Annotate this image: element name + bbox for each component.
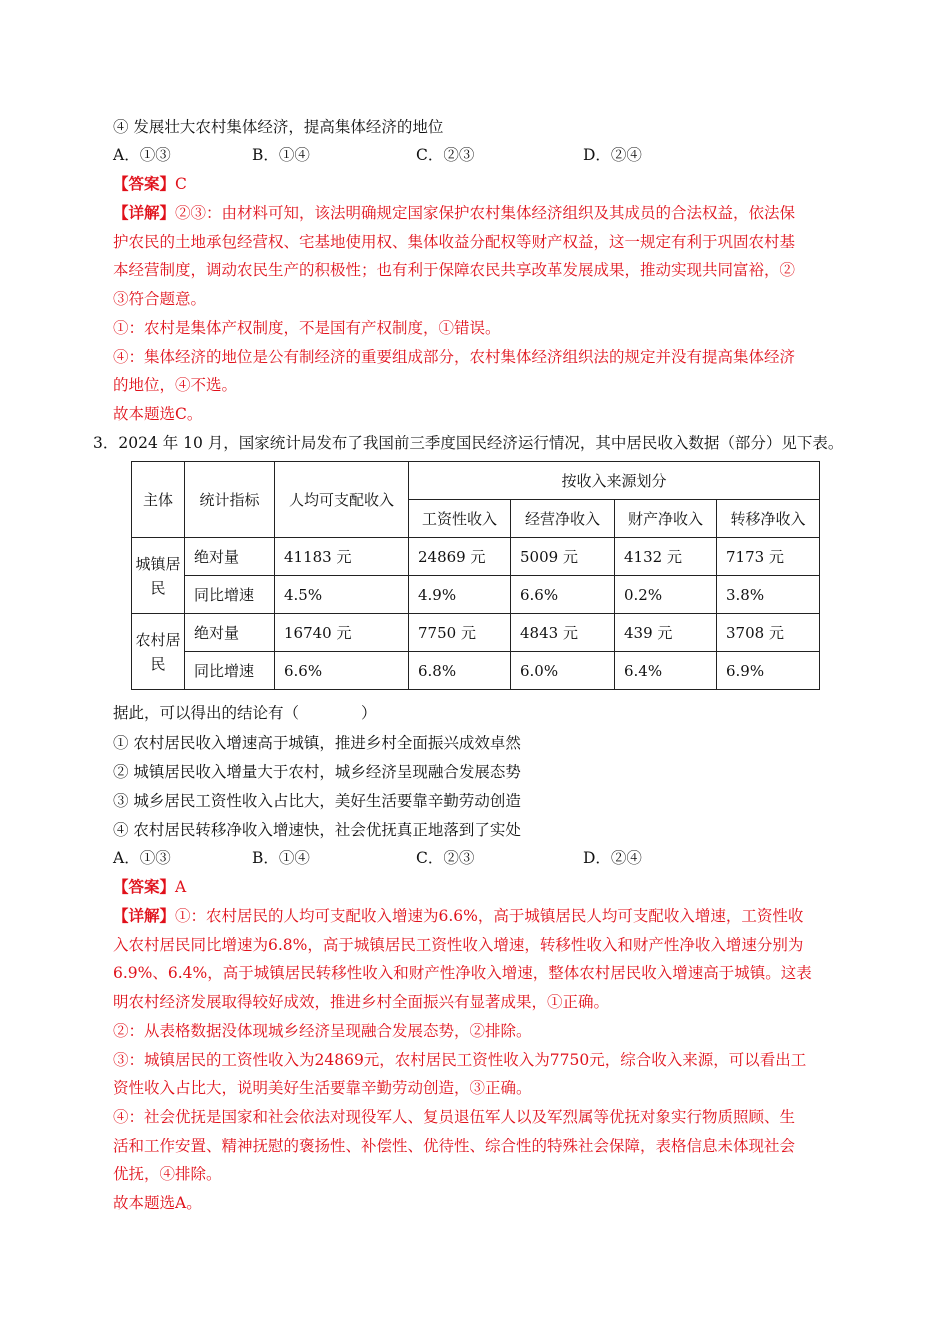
cell: 绝对量 — [185, 614, 275, 652]
q3-detail-line: 入农村居民同比增速为6.8%，高于城镇居民工资性收入增速，转移性收入和财产性净收入增速分别为 — [113, 936, 804, 954]
cell: 16740 元 — [275, 614, 409, 652]
q3-detail-line: 6.9%、6.4%，高于城镇居民转移性收入和财产性净收入增速，整体农村居民收入增速高于城镇。这表 — [113, 964, 812, 982]
q2-detail-tag: 【详解】 — [113, 203, 176, 222]
q2-detail-text: ②③：由材料可知，该法明确规定国家保护农村集体经济组织及其成员的合法权益，依法保 — [175, 204, 796, 222]
q3-option-b: B．①④ — [252, 849, 310, 867]
cell: 6.4% — [615, 652, 717, 690]
table-row — [132, 652, 820, 690]
cell: 7173 元 — [717, 538, 820, 576]
q3-detail-line: 优抚，④排除。 — [113, 1165, 222, 1183]
cell: 24869 元 — [409, 538, 511, 576]
cell: 439 元 — [615, 614, 717, 652]
q2-detail-line: 本经营制度，调动农民生产的积极性；也有利于保障农民共享改革发展成果，推动实现共同富裕，② — [113, 261, 796, 279]
q3-answer-value: A — [175, 878, 187, 896]
header-by-source: 按收入来源划分 — [409, 462, 820, 500]
cell: 4132 元 — [615, 538, 717, 576]
q2-detail-line — [113, 203, 795, 223]
q3-detail-tag: 【详解】 — [113, 906, 176, 925]
cell: 6.6% — [275, 652, 409, 690]
q3-detail-text: ①：农村居民的人均可支配收入增速为6.6%，高于城镇居民人均可支配收入增速，工资性收 — [175, 907, 804, 925]
cell: 6.6% — [511, 576, 615, 614]
header-indicator: 统计指标 — [185, 462, 275, 538]
cell: 4843 元 — [511, 614, 615, 652]
q3-detail-line: ④：社会优抚是国家和社会依法对现役军人、复员退伍军人以及军烈属等优抚对象实行物质照顾、生 — [113, 1108, 796, 1126]
table-row — [132, 576, 820, 614]
cell: 5009 元 — [511, 538, 615, 576]
header-business: 经营净收入 — [511, 500, 615, 538]
q2-option-d: D．②④ — [583, 146, 642, 164]
income-table — [131, 461, 820, 690]
cell: 3708 元 — [717, 614, 820, 652]
cell: 6.9% — [717, 652, 820, 690]
q3-option-d: D．②④ — [583, 849, 642, 867]
q3-detail-line: ③：城镇居民的工资性收入为24869元，农村居民工资性收入为7750元，综合收入来源，可以看出工 — [113, 1051, 807, 1069]
cell: 4.5% — [275, 576, 409, 614]
q2-answer — [113, 174, 187, 194]
header-transfer: 转移净收入 — [717, 500, 820, 538]
q3-prompt: 据此，可以得出的结论有（ ） — [113, 704, 377, 722]
q2-answer-value: C — [175, 175, 187, 193]
cell: 绝对量 — [185, 538, 275, 576]
q2-detail-line: ①：农村是集体产权制度，不是国有产权制度，①错误。 — [113, 319, 501, 337]
cell: 7750 元 — [409, 614, 511, 652]
q3-item-2: ② 城镇居民收入增量大于农村，城乡经济呈现融合发展态势 — [113, 763, 521, 781]
cell: 同比增速 — [185, 576, 275, 614]
cell: 6.0% — [511, 652, 615, 690]
q3-detail-line: 明农村经济发展取得较好成效，推进乡村全面振兴有显著成果，①正确。 — [113, 993, 610, 1011]
q3-detail-line: 故本题选A。 — [113, 1194, 202, 1212]
q3-detail-line: 资性收入占比大，说明美好生活要靠辛勤劳动创造，③正确。 — [113, 1079, 532, 1097]
cell: 同比增速 — [185, 652, 275, 690]
cell: 4.9% — [409, 576, 511, 614]
q3-detail-line — [113, 906, 803, 926]
q3-option-a: A．①③ — [113, 849, 171, 867]
q3-stem: 3．2024 年 10 月，国家统计局发布了我国前三季度国民经济运行情况，其中居民收入数据（部分）见下表。 — [93, 434, 844, 452]
q3-detail-line: 活和工作安置、精神抚慰的褒扬性、补偿性、优待性、综合性的特殊社会保障，表格信息未体现社会 — [113, 1137, 796, 1155]
q3-option-c: C．②③ — [416, 849, 475, 867]
header-wage: 工资性收入 — [409, 500, 511, 538]
table-row — [132, 614, 820, 652]
q2-option-c: C．②③ — [416, 146, 475, 164]
q2-option-a: A．①③ — [113, 146, 171, 164]
q2-option-b: B．①④ — [252, 146, 310, 164]
q2-answer-tag: 【答案】 — [113, 174, 176, 193]
q3-item-4: ④ 农村居民转移净收入增速快，社会优抚真正地落到了实处 — [113, 821, 521, 839]
cell: 41183 元 — [275, 538, 409, 576]
row-subject-urban: 城镇居民 — [132, 538, 185, 614]
q2-detail-line: 故本题选C。 — [113, 405, 203, 423]
row-subject-rural: 农村居民 — [132, 614, 185, 690]
q3-detail-line: ②：从表格数据没体现城乡经济呈现融合发展态势，②排除。 — [113, 1022, 532, 1040]
cell: 3.8% — [717, 576, 820, 614]
cell: 6.8% — [409, 652, 511, 690]
q3-item-3: ③ 城乡居民工资性收入占比大，美好生活要靠辛勤劳动创造 — [113, 792, 521, 810]
table-row — [132, 538, 820, 576]
q3-answer-tag: 【答案】 — [113, 877, 176, 896]
q3-item-1: ① 农村居民收入增速高于城镇，推进乡村全面振兴成效卓然 — [113, 734, 521, 752]
cell: 0.2% — [615, 576, 717, 614]
header-per-capita: 人均可支配收入 — [275, 462, 409, 538]
q2-detail-line: 的地位，④不选。 — [113, 376, 238, 394]
q2-detail-line: ③符合题意。 — [113, 290, 207, 308]
header-property: 财产净收入 — [615, 500, 717, 538]
q2-detail-line: ④：集体经济的地位是公有制经济的重要组成部分，农村集体经济组织法的规定并没有提高集体经济 — [113, 348, 796, 366]
q2-detail-line: 护农民的土地承包经营权、宅基地使用权、集体收益分配权等财产权益，这一规定有利于巩固农村基 — [113, 233, 796, 251]
q2-item-4: ④ 发展壮大农村集体经济，提高集体经济的地位 — [113, 118, 444, 136]
q3-answer — [113, 877, 186, 897]
header-subject: 主体 — [132, 462, 185, 538]
